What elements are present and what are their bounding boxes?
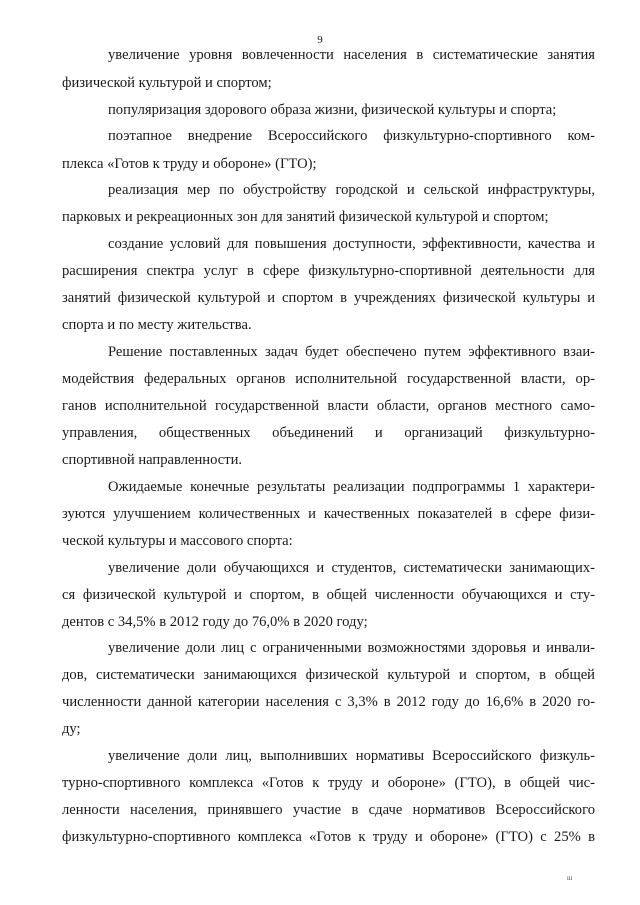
footer-mark: ш bbox=[567, 874, 573, 882]
text-line: Ожидаемые конечные результаты реализации подпрограммы 1 характери- bbox=[108, 479, 595, 495]
text-line: спортивной направленности. bbox=[62, 452, 243, 468]
text-line: увеличение доли обучающихся и студентов, систематически занимающих- bbox=[108, 560, 595, 576]
text-line: создание условий для повышения доступности, эффективности, качества и bbox=[108, 236, 595, 252]
text-line: популяризация здорового образа жизни, физической культуры и спорта; bbox=[108, 102, 557, 118]
text-line: увеличение уровня вовлеченности населения в систематические занятия bbox=[108, 47, 595, 63]
text-line: физической культурой и спортом; bbox=[62, 75, 272, 91]
text-line: увеличение доли лиц, выполнивших нормативы Всероссийского физкуль- bbox=[108, 748, 595, 764]
text-line: расширения спектра услуг в сфере физкультурно-спортивной деятельности для bbox=[62, 263, 595, 279]
text-line: спорта и по месту жительства. bbox=[62, 317, 252, 333]
text-line: турно-спортивного комплекса «Готов к труду и обороне» (ГТО), в общей чис- bbox=[62, 775, 595, 791]
text-line: ленности населения, принявшего участие в сдаче нормативов Всероссийского bbox=[62, 802, 595, 818]
text-line: Решение поставленных задач будет обеспечено путем эффективного взаи- bbox=[108, 344, 595, 360]
text-line: физкультурно-спортивного комплекса «Готов к труду и обороне» (ГТО) с 25% в bbox=[62, 829, 595, 845]
text-line: модействия федеральных органов исполнительной государственной власти, ор- bbox=[62, 371, 595, 387]
text-line: реализация мер по обустройству городской и сельской инфраструктуры, bbox=[108, 182, 595, 198]
text-line: управления, общественных объединений и организаций физкультурно- bbox=[62, 425, 595, 441]
text-line: парковых и рекреационных зон для занятий физической культурой и спортом; bbox=[62, 209, 549, 225]
page-number: 9 bbox=[317, 34, 323, 46]
text-line: увеличение доли лиц с ограниченными возможностями здоровья и инвали- bbox=[108, 640, 595, 656]
text-line: численности данной категории населения с 3,3% в 2012 году до 16,6% в 2020 го- bbox=[62, 694, 595, 710]
text-line: занятий физической культурой и спортом в учреждениях физической культуры и bbox=[62, 290, 595, 306]
text-line: ся физической культурой и спортом, в общей численности обучающихся и сту- bbox=[62, 587, 595, 603]
text-line: дентов с 34,5% в 2012 году до 76,0% в 2020 году; bbox=[62, 614, 368, 630]
text-line: ду; bbox=[62, 721, 81, 737]
text-line: ганов исполнительной государственной власти области, органов местного само- bbox=[62, 398, 595, 414]
text-line: ческой культуры и массового спорта: bbox=[62, 533, 293, 549]
text-line: дов, систематически занимающихся физической культурой и спортом, в общей bbox=[62, 667, 595, 683]
text-line: поэтапное внедрение Всероссийского физкультурно-спортивного ком- bbox=[108, 128, 595, 144]
text-line: плекса «Готов к труду и обороне» (ГТО); bbox=[62, 156, 317, 172]
text-line: зуются улучшением количественных и качественных показателей в сфере физи- bbox=[62, 506, 595, 522]
